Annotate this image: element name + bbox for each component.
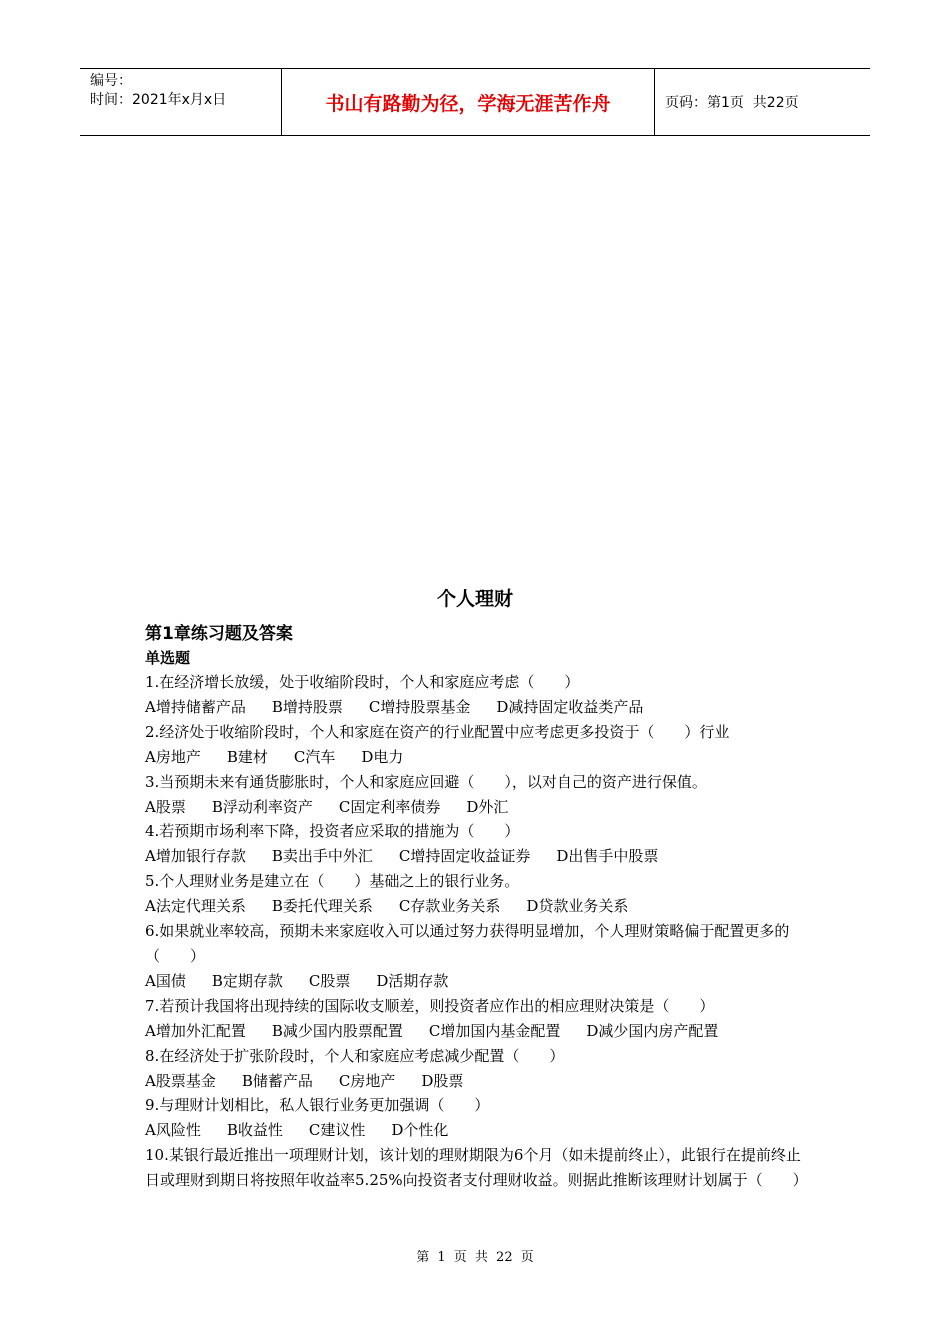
answer-option: D出售手中股票 [556,847,659,866]
header-motto: 书山有路勤为径，学海无涯苦作舟 [282,69,655,135]
question-stem: 7.若预计我国将出现持续的国际收支顺差，则投资者应作出的相应理财决策是（ ） [145,996,715,1015]
answer-option: B卖出手中外汇 [271,847,373,866]
answer-option: B建材 [226,747,268,766]
question-stem: 5.个人理财业务是建立在（ ）基础之上的银行业务。 [145,872,520,891]
answer-option: C增持股票基金 [368,697,471,716]
answer-option: C股票 [308,971,351,990]
question-stem: 8.在经济处于扩张阶段时，个人和家庭应考虑减少配置（ ） [145,1046,565,1065]
answer-option: D贷款业务关系 [526,897,629,916]
question-stem: 4.若预期市场利率下降，投资者应采取的措施为（ ） [145,822,520,841]
answer-option: B储蓄产品 [241,1071,313,1090]
chapter-heading: 第1章练习题及答案 [145,624,293,644]
header-page-info: 页码：第1页 共22页 [665,95,799,111]
answer-option: C增加国内基金配置 [428,1021,561,1040]
question-stem: 6.如果就业率较高，预期未来家庭收入可以通过努力获得明显增加，个人理财策略偏于配置更多的（ ） [145,922,790,965]
option-row [145,1118,815,1143]
option-row [145,1069,815,1094]
time-label: 时间：2021年x月x日 [90,92,227,108]
question-stem: 3.当预期未来有通货膨胀时，个人和家庭应回避（ ），以对自己的资产进行保值。 [145,772,707,791]
document-title: 个人理财 [436,588,513,610]
answer-option: D活期存款 [376,971,449,990]
answer-option: B收益性 [226,1121,283,1140]
option-row [145,894,815,919]
answer-option: A房地产 [145,747,201,766]
option-row [145,844,815,869]
answer-option: A国债 [145,971,186,990]
answer-option: D减持固定收益类产品 [496,697,644,716]
answer-option: B委托代理关系 [271,897,373,916]
question-stem: 10.某银行最近推出一项理财计划，该计划的理财期限为6个月（如未提前终止），此银行在提前终止日或理财到期日将按照年收益率5.25%向投资者支付理财收益。则据此推断该理财计划属于（ ） [145,1146,808,1190]
option-row [145,795,815,820]
option-row [145,969,815,994]
answer-option: D减少国内房产配置 [586,1021,719,1040]
question-list [145,670,815,1193]
answer-option: C房地产 [338,1071,396,1090]
answer-option: C建议性 [308,1121,366,1140]
answer-option: D个性化 [391,1121,449,1140]
answer-option: A增加银行存款 [145,847,246,866]
answer-option: A增加外汇配置 [145,1021,246,1040]
question-stem: 9.与理财计划相比，私人银行业务更加强调（ ） [145,1096,490,1115]
answer-option: C增持固定收益证券 [398,847,531,866]
section-heading: 单选题 [145,649,191,667]
number-label: 编号： [90,73,132,89]
answer-option: A增持储蓄产品 [145,697,246,716]
answer-option: C存款业务关系 [398,897,501,916]
page-header [80,68,870,136]
answer-option: D外汇 [466,797,509,816]
header-meta [80,69,282,135]
answer-option: B增持股票 [271,697,343,716]
answer-option: B定期存款 [211,971,283,990]
answer-option: A股票基金 [145,1071,216,1090]
answer-option: D股票 [421,1071,464,1090]
answer-option: A风险性 [145,1121,201,1140]
option-row [145,695,815,720]
question-stem: 1.在经济增长放缓，处于收缩阶段时，个人和家庭应考虑（ ） [145,673,580,691]
option-row [145,1019,815,1044]
page-footer: 第 1 页 共 22 页 [416,1250,534,1265]
answer-option: B减少国内股票配置 [271,1021,403,1040]
answer-option: D电力 [361,747,404,766]
option-row [145,745,815,770]
answer-option: A股票 [145,797,186,816]
document-body [145,622,815,1193]
answer-option: C固定利率债券 [338,797,441,816]
question-stem: 2.经济处于收缩阶段时，个人和家庭在资产的行业配置中应考虑更多投资于（ ）行业 [145,722,730,741]
answer-option: B浮动利率资产 [211,797,313,816]
answer-option: C汽车 [293,747,336,766]
answer-option: A法定代理关系 [145,897,246,916]
